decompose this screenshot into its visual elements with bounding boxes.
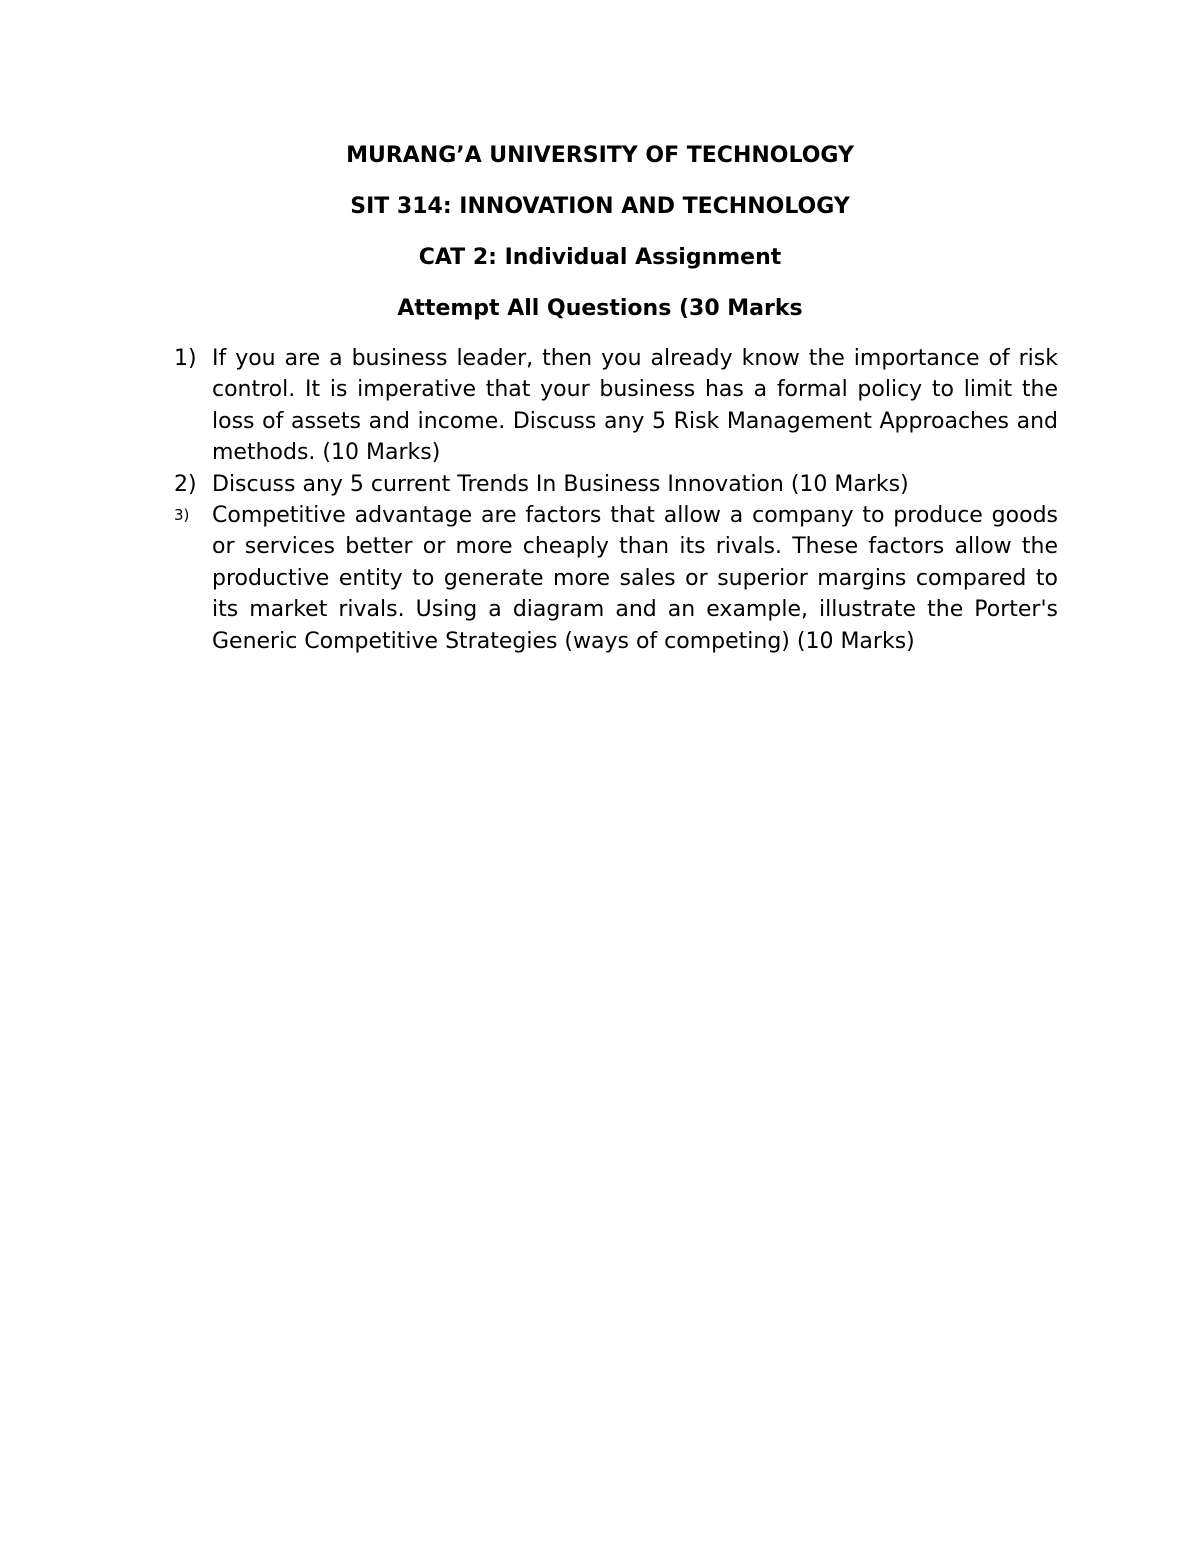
question-item-1	[174, 343, 1058, 469]
question-number: 1)	[174, 346, 197, 371]
course-title: SIT 314: INNOVATION AND TECHNOLOGY	[350, 194, 850, 219]
question-text: Discuss any 5 current Trends In Business Innovation (10 Marks)	[212, 471, 909, 497]
question-list	[174, 343, 1058, 657]
institution-title: MURANG’A UNIVERSITY OF TECHNOLOGY	[346, 143, 854, 168]
assessment-title: CAT 2: Individual Assignment	[418, 245, 782, 270]
question-item-3	[174, 500, 1058, 657]
question-item-2	[174, 469, 1058, 500]
question-number: 2)	[174, 471, 197, 497]
question-text: Competitive advantage are factors that allow a company to produce goods or services better or more cheaply than its rivals. These factors allow the productive entity to generate more sales or superior margins compared to its market rivals. Using a diagram and an example, illustrate the Porter's Generic Competitive Strategies (ways of competing) (10 Marks)	[212, 503, 1058, 654]
instructions-heading: Attempt All Questions (30 Marks	[397, 296, 803, 321]
question-text: If you are a business leader, then you already know the importance of risk control. It is imperative that your business has a formal policy to limit the loss of assets and income. Discuss any 5 Risk Management Approaches and methods. (10 Marks)	[212, 346, 1058, 466]
question-number: 3)	[174, 506, 190, 525]
